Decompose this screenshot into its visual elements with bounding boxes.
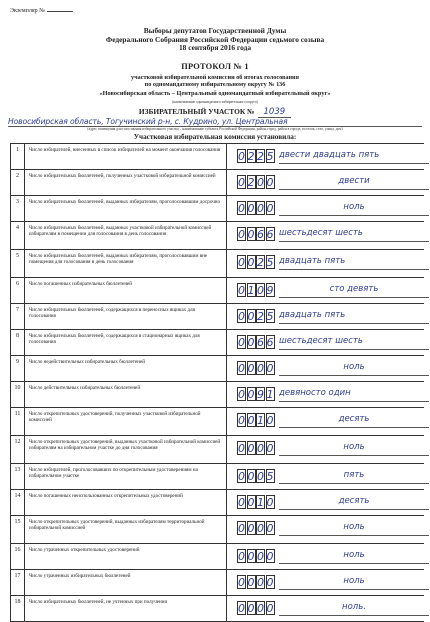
digit-boxes — [237, 201, 275, 215]
protocol-subtitle — [0, 74, 430, 88]
value-in-words: двести двадцать пять — [279, 147, 429, 164]
digit-boxes — [237, 521, 275, 535]
row-label: Число открепительных удостоверений, полученных участковой избирательной комиссией — [25, 408, 227, 435]
digit-box: 0 — [238, 256, 245, 269]
digit-box: 0 — [238, 336, 245, 349]
row-number: 16 — [11, 544, 25, 569]
row-label: Число недействительных избирательных бюллетеней — [25, 356, 227, 381]
digit-boxes — [237, 361, 275, 375]
digit-boxes — [237, 495, 275, 509]
election-title-line1: Выборы депутатов Государственной Думы — [143, 26, 287, 35]
election-date: 18 сентября 2016 года — [178, 43, 252, 53]
table-row — [11, 304, 424, 330]
digit-box: 0 — [257, 550, 264, 563]
table-row — [11, 436, 424, 464]
table-row — [11, 222, 424, 250]
value-in-words: ноль — [279, 519, 429, 536]
protocol-subtitle-line1: участковой избирательной комиссии об итогах голосования — [131, 74, 299, 81]
digit-box: 0 — [238, 202, 245, 215]
digit-box: 0 — [247, 550, 255, 563]
value-in-words: сто девять — [279, 281, 429, 298]
value-in-words: ноль. — [279, 599, 429, 616]
digit-boxes — [237, 255, 275, 269]
polling-station-label: ИЗБИРАТЕЛЬНЫЙ УЧАСТОК № — [138, 107, 255, 116]
digit-box: 0 — [257, 470, 264, 483]
table-row — [11, 382, 424, 408]
row-label: Число действительных избирательных бюллетеней — [25, 382, 227, 407]
digit-boxes — [237, 469, 275, 483]
row-label: Число избирательных бюллетеней, не учтенных при получении — [25, 596, 227, 621]
digit-box: 0 — [266, 414, 274, 427]
digit-box: 2 — [257, 310, 264, 323]
row-number: 8 — [11, 330, 25, 355]
row-number: 2 — [11, 170, 25, 195]
copy-number-text: Экземпляр № — [10, 8, 45, 14]
digit-boxes — [237, 309, 275, 323]
row-number: 15 — [11, 516, 25, 543]
table-row — [11, 356, 424, 382]
digit-box: 0 — [238, 414, 245, 427]
digit-box: 0 — [257, 284, 264, 297]
row-number: 18 — [11, 596, 25, 621]
row-label: Число избирательных бюллетеней, содержащихся в стационарных ящиках для голосования — [25, 330, 227, 355]
digit-box: 1 — [257, 496, 264, 509]
polling-station-number: 1039 — [258, 107, 292, 118]
protocol-subtitle-line2: по одномандатному избирательному округу № 136 — [144, 81, 286, 89]
row-number: 17 — [11, 570, 25, 595]
row-label: Число погашенных неиспользованных открепительных удостоверений — [25, 490, 227, 515]
protocol-title: ПРОТОКОЛ № 1 — [181, 62, 249, 71]
digit-box: 0 — [257, 602, 264, 615]
digit-box: 0 — [247, 522, 255, 535]
row-label: Число избирательных бюллетеней, полученных участковой избирательной комиссией — [25, 170, 227, 195]
polling-station — [0, 107, 430, 117]
digit-box: 0 — [238, 576, 245, 589]
digit-box: 0 — [266, 176, 274, 189]
digit-box: 0 — [238, 470, 245, 483]
value-in-words: ноль — [279, 359, 429, 376]
row-number: 13 — [11, 464, 25, 489]
row-number: 4 — [11, 222, 25, 249]
row-label: Число избирателей, внесенных в список избирателей на момент окончания голосования — [25, 144, 227, 169]
digit-box: 0 — [238, 284, 245, 297]
digit-box: 2 — [247, 150, 255, 163]
digit-boxes — [237, 175, 275, 189]
digit-box: 0 — [257, 362, 264, 375]
digit-boxes — [237, 575, 275, 589]
digit-box: 0 — [238, 602, 245, 615]
digit-boxes — [237, 283, 275, 297]
digit-box: 2 — [257, 256, 264, 269]
row-number: 6 — [11, 278, 25, 303]
digit-boxes — [237, 441, 275, 455]
digit-box: 1 — [257, 414, 264, 427]
digit-box: 0 — [247, 310, 255, 323]
row-label: Число утраченных открепительных удостоверений — [25, 544, 227, 569]
digit-box: 6 — [257, 336, 264, 349]
digit-box: 6 — [266, 228, 274, 241]
row-number: 1 — [11, 144, 25, 169]
digit-box: 0 — [247, 256, 255, 269]
digit-box: 0 — [257, 176, 264, 189]
row-number: 11 — [11, 408, 25, 435]
table-row — [11, 330, 424, 356]
digit-box: 0 — [266, 202, 274, 215]
digit-box: 0 — [247, 336, 255, 349]
digit-boxes — [237, 413, 275, 427]
district-name: «Новосибирская область – Центральный одномандатный избирательный округ» — [99, 90, 331, 97]
row-number: 3 — [11, 196, 25, 221]
digit-box: 5 — [266, 470, 274, 483]
value-in-words: ноль — [279, 439, 429, 456]
row-number: 5 — [11, 250, 25, 277]
row-label: Число избирательных бюллетеней, выданных участковой избирательной комиссией избирателям в помещении для голосования в день голосования — [25, 222, 227, 249]
copy-number-label — [10, 8, 73, 14]
value-in-words: двадцать пять — [279, 307, 429, 324]
row-number: 10 — [11, 382, 25, 407]
digit-box: 0 — [247, 414, 255, 427]
district-caption: (наименование одномандатного избирательного округа) — [172, 100, 258, 104]
digit-box: 0 — [266, 550, 274, 563]
digit-box: 0 — [238, 310, 245, 323]
table-row — [11, 544, 424, 570]
row-label: Число избирательных бюллетеней, содержащихся в переносных ящиках для голосования — [25, 304, 227, 329]
digit-box: 0 — [247, 470, 255, 483]
digit-box: 9 — [266, 284, 274, 297]
digit-box: 5 — [266, 150, 274, 163]
table-row — [11, 196, 424, 222]
digit-box: 0 — [238, 442, 245, 455]
value-in-words: десять — [279, 493, 429, 510]
value-in-words: десять — [279, 411, 429, 428]
row-label: Число избирательных бюллетеней, выданных избирателям, проголосовавшим вне помещения для голосования в день голосования — [25, 250, 227, 277]
digit-box: 0 — [247, 496, 255, 509]
table-row — [11, 408, 424, 436]
digit-box: 0 — [247, 388, 255, 401]
row-label: Число открепительных удостоверений, выданных участковой избирательной комиссией избирателям на избирательном участке до дня голосования — [25, 436, 227, 463]
row-label: Число избирателей, проголосовавших по открепительным удостоверениям на избирательном участке — [25, 464, 227, 489]
polling-station-address: Новосибирская область, Тогучинский р-н, с. Кудрино, ул. Центральная — [8, 117, 422, 127]
digit-box: 0 — [238, 550, 245, 563]
digit-box: 0 — [257, 576, 264, 589]
digit-box: 5 — [266, 310, 274, 323]
row-label: Число открепительных удостоверений, выданных избирателям территориальной избирательной комиссией — [25, 516, 227, 543]
digit-box: 0 — [266, 442, 274, 455]
table-row — [11, 570, 424, 596]
digit-box: 0 — [238, 496, 245, 509]
value-in-words: шестьдесят шесть — [279, 225, 429, 242]
digit-box: 0 — [257, 522, 264, 535]
value-in-words: ноль — [279, 199, 429, 216]
table-row — [11, 490, 424, 516]
election-title — [0, 27, 430, 53]
table-row — [11, 144, 424, 170]
digit-box: 0 — [266, 362, 274, 375]
digit-box: 2 — [257, 150, 264, 163]
table-row — [11, 464, 424, 490]
digit-boxes — [237, 335, 275, 349]
digit-box: 5 — [266, 256, 274, 269]
value-in-words: двадцать пять — [279, 253, 429, 270]
row-label: Число погашенных избирательных бюллетеней — [25, 278, 227, 303]
value-in-words: ноль — [279, 547, 429, 564]
value-in-words: ноль — [279, 573, 429, 590]
digit-box: 0 — [247, 362, 255, 375]
row-label: Число избирательных бюллетеней, выданных избирателям, проголосовавшим досрочно — [25, 196, 227, 221]
digit-box: 0 — [266, 522, 274, 535]
digit-box: 1 — [266, 388, 274, 401]
digit-boxes — [237, 387, 275, 401]
digit-box: 0 — [247, 602, 255, 615]
digit-boxes — [237, 149, 275, 163]
table-row — [11, 278, 424, 304]
value-in-words: девяносто один — [279, 385, 429, 402]
digit-box: 0 — [247, 576, 255, 589]
digit-box: 2 — [247, 176, 255, 189]
digit-box: 9 — [257, 388, 264, 401]
digit-box: 6 — [266, 336, 274, 349]
table-row — [11, 250, 424, 278]
digit-box: 0 — [238, 362, 245, 375]
digit-box: 0 — [266, 496, 274, 509]
row-number: 12 — [11, 436, 25, 463]
row-number: 14 — [11, 490, 25, 515]
value-in-words: пять — [279, 467, 429, 484]
digit-box: 0 — [238, 176, 245, 189]
digit-box: 0 — [238, 388, 245, 401]
table-row — [11, 170, 424, 196]
digit-boxes — [237, 601, 275, 615]
digit-box: 0 — [247, 228, 255, 241]
section-title: Участковая избирательная комиссия установила: — [133, 133, 297, 141]
table-row — [11, 516, 424, 544]
digit-box: 0 — [238, 228, 245, 241]
digit-box: 0 — [238, 150, 245, 163]
digit-boxes — [237, 549, 275, 563]
election-title-line2: Федерального Собрания Российской Федерации седьмого созыва — [105, 34, 325, 44]
results-table — [10, 143, 424, 622]
digit-box: 0 — [247, 442, 255, 455]
digit-box: 0 — [266, 576, 274, 589]
digit-boxes — [237, 227, 275, 241]
value-in-words: шестьдесят шесть — [279, 333, 429, 350]
value-in-words: двести — [279, 173, 429, 190]
row-number: 9 — [11, 356, 25, 381]
digit-box: 0 — [257, 442, 264, 455]
copy-number-blank — [47, 11, 73, 12]
digit-box: 0 — [247, 202, 255, 215]
row-number: 7 — [11, 304, 25, 329]
digit-box: 1 — [247, 284, 255, 297]
digit-box: 0 — [257, 202, 264, 215]
row-label: Число утраченных избирательных бюллетеней — [25, 570, 227, 595]
digit-box: 6 — [257, 228, 264, 241]
address-caption: (адрес помещения для голосования избирательного участка – наименование субъекта Российской Федерации, район, город, район в городе, поселок, село, улица, дом) — [87, 127, 343, 131]
digit-box: 0 — [238, 522, 245, 535]
digit-box: 0 — [266, 602, 274, 615]
